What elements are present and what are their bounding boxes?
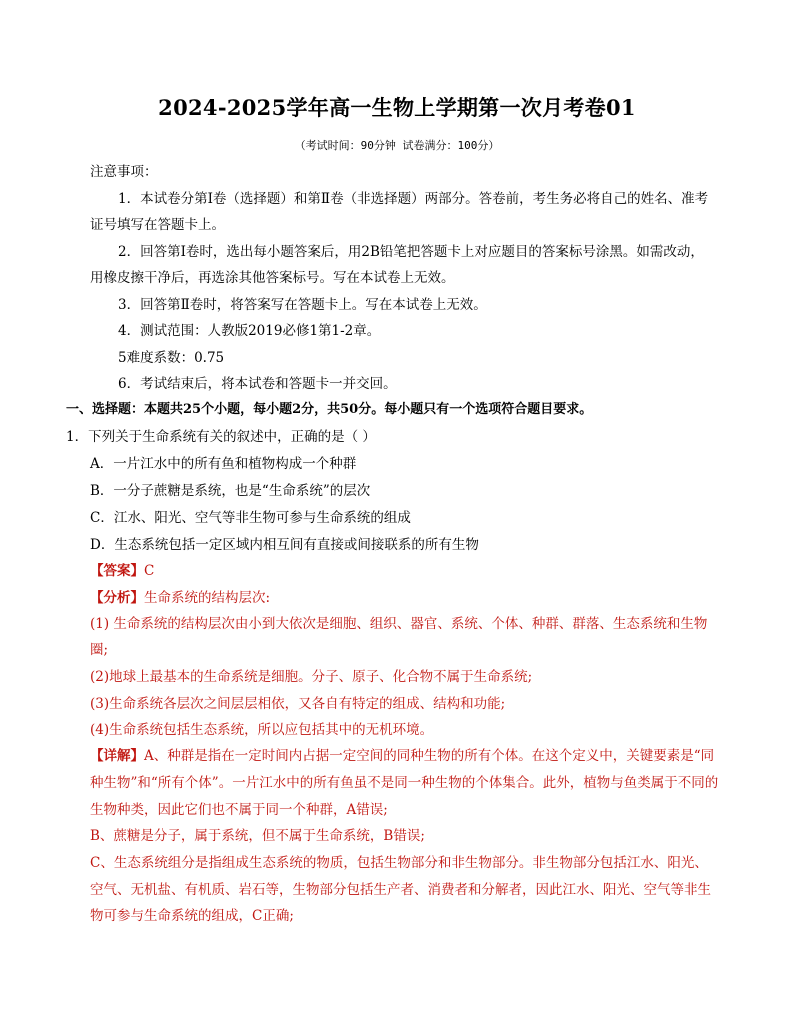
exam-info: （考试时间：90分钟 试卷满分：100分） <box>294 139 500 152</box>
notice-line: 6．考试结束后，将本试卷和答题卡一并交回。 <box>118 376 397 392</box>
analysis-line <box>90 588 270 608</box>
detail-text: 物可参与生命系统的组成，C正确; <box>90 908 294 924</box>
option-a: A．一片江水中的所有鱼和植物构成一个种群 <box>90 456 357 472</box>
option-b: B．一分子蔗糖是系统，也是“生命系统”的层次 <box>90 483 371 499</box>
detail-text: C、生态系统组分是指组成生态系统的物质，包括生物部分和非生物部分。非生物部分包括江水、阳光、 <box>90 855 708 871</box>
detail-text: A、种群是指在一定时间内占据一定空间的同种生物的所有个体。在这个定义中，关键要素是“同 <box>144 748 715 764</box>
detail-tag: 【详解】 <box>90 748 144 764</box>
notice-line: 4．测试范围：人教版2019必修1第1-2章。 <box>118 323 381 339</box>
detail-text: 生物种类，因此它们也不属于同一个种群，A错误; <box>90 802 388 818</box>
question-stem: 1．下列关于生命系统有关的叙述中，正确的是（ ） <box>66 429 376 445</box>
analysis-text: (3)生命系统各层次之间层层相依，又各自有特定的组成、结构和功能; <box>90 696 506 712</box>
analysis-tag: 【分析】 <box>90 590 144 606</box>
page-title: 2024-2025学年高一生物上学期第一次月考卷01 <box>158 95 636 120</box>
notice-line: 用橡皮擦干净后，再选涂其他答案标号。写在本试卷上无效。 <box>90 270 455 286</box>
detail-line <box>90 746 714 766</box>
section-heading: 一、选择题：本题共25个小题，每小题2分，共50分。每小题只有一个选项符合题目要求。 <box>66 402 593 417</box>
analysis-text: (4)生命系统包括生态系统，所以应包括其中的无机环境。 <box>90 722 434 738</box>
analysis-title: 生命系统的结构层次: <box>144 590 271 606</box>
analysis-text: (1) 生命系统的结构层次由小到大依次是细胞、组织、器官、系统、个体、种群、群落、生态系统和生物 <box>90 616 708 632</box>
notice-line: 2．回答第Ⅰ卷时，选出每小题答案后，用2B铅笔把答题卡上对应题目的答案标号涂黑。如需改动， <box>118 244 704 260</box>
analysis-text: 圈; <box>90 642 109 658</box>
notice-line: 5难度系数：0.75 <box>118 350 225 366</box>
answer-line <box>90 561 154 581</box>
notice-line: 证号填写在答题卡上。 <box>90 217 225 233</box>
notice-line: 3．回答第Ⅱ卷时，将答案写在答题卡上。写在本试卷上无效。 <box>118 297 487 313</box>
detail-text: B、蔗糖是分子，属于系统，但不属于生命系统，B错误; <box>90 828 425 844</box>
answer-value: C <box>144 563 155 579</box>
notice-line: 1．本试卷分第Ⅰ卷（选择题）和第Ⅱ卷（非选择题）两部分。答卷前，考生务必将自己的姓名、准考 <box>118 191 709 207</box>
detail-text: 空气、无机盐、有机质、岩石等，生物部分包括生产者、消费者和分解者，因此江水、阳光、空气等非生 <box>90 882 711 898</box>
notice-heading: 注意事项： <box>90 164 158 180</box>
answer-tag: 【答案】 <box>90 563 144 579</box>
option-d: D．生态系统包括一定区域内相互间有直接或间接联系的所有生物 <box>90 537 479 553</box>
analysis-text: (2)地球上最基本的生命系统是细胞。分子、原子、化合物不属于生命系统; <box>90 669 533 685</box>
option-c: C．江水、阳光、空气等非生物可参与生命系统的组成 <box>90 510 411 526</box>
detail-text: 种生物”和“所有个体”。一片江水中的所有鱼虽不是同一种生物的个体集合。此外，植物与鱼类属于不同的 <box>90 775 719 791</box>
